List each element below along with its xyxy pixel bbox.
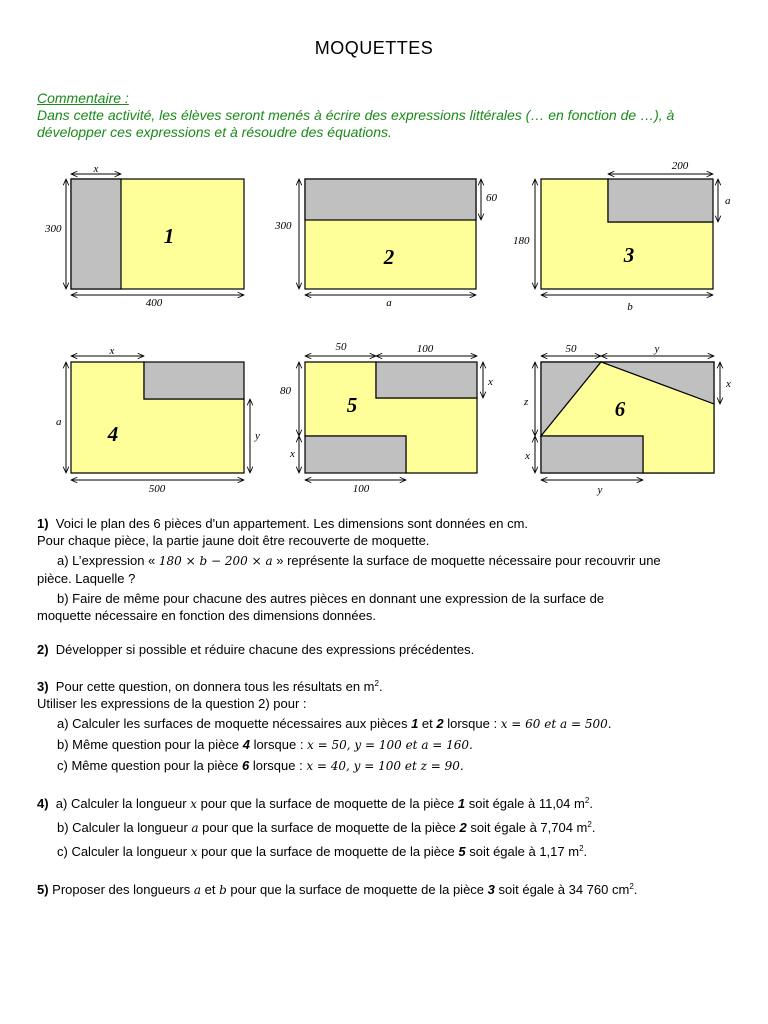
- q1-b-line2: moquette nécessaire en fonction des dimensions données.: [37, 608, 376, 623]
- r1-top-label: x: [93, 163, 99, 175]
- q3-a: a) Calculer les surfaces de moquette nécessaires aux pièces 1 et 2 lorsque : x = 60 et a = 500.: [57, 716, 612, 731]
- r6-bottom-label: y: [597, 484, 603, 496]
- comment-heading: Commentaire :: [37, 90, 129, 106]
- rooms-figure: [0, 0, 768, 510]
- r4-top-label: x: [109, 345, 115, 357]
- r6-top2-label: y: [654, 343, 660, 355]
- q5: 5) Proposer des longueurs a et b pour que la surface de moquette de la pièce 3 soit égale à 34 760 $cm^2$.: [37, 882, 638, 897]
- room-4: [66, 356, 250, 480]
- q4-a: 4) a) Calculer la longueur x pour que la surface de moquette de la pièce 1 soit égale à 11,04 $m^2$.: [37, 796, 593, 811]
- r4-right-label: y: [255, 430, 260, 442]
- room-3: [535, 174, 718, 295]
- room-3-number: 3: [623, 243, 635, 267]
- q3-b: b) Même question pour la pièce 4 lorsque : x = 50, y = 100 et a = 160.: [57, 737, 473, 752]
- q4-b: b) Calculer la longueur a pour que la surface de moquette de la pièce 2 soit égale à 7,704 $m^2$.: [57, 820, 596, 835]
- room-6-number: 6: [614, 397, 626, 421]
- room-1: [66, 174, 244, 295]
- r4-bottom-label: 500: [148, 483, 166, 495]
- r3-left-label: 180: [513, 235, 530, 247]
- questions: [37, 515, 737, 899]
- r3-top-label: 200: [671, 160, 689, 172]
- room-1-number: 1: [163, 224, 175, 248]
- room-4-number: 4: [107, 422, 119, 446]
- q3-line1: 3) Pour cette question, on donnera tous les résultats en $m^2$.: [37, 679, 383, 694]
- r6-left-top-label: z: [524, 396, 529, 408]
- r2-left-label: 300: [275, 220, 292, 232]
- r5-bottom-label: 100: [352, 483, 370, 495]
- r4-left-label: a: [56, 416, 62, 428]
- r3-right-label: a: [725, 195, 731, 207]
- room-6: [535, 356, 720, 480]
- q1-a: a) L’expression « 180 × b − 200 × a » représente la surface de moquette nécessaire pour recouvrir une: [57, 553, 661, 568]
- q3-line2: Utiliser les expressions de la question 2) pour :: [37, 696, 307, 711]
- q4-c: c) Calculer la longueur x pour que la surface de moquette de la pièce 5 soit égale à 1,17 $m^2$.: [57, 844, 588, 859]
- r6-right-label: x: [726, 378, 731, 390]
- r5-left-bottom-label: x: [290, 448, 295, 460]
- comment-body: Dans cette activité, les élèves seront menés à écrire des expressions littérales (… en fonction de …), à développer ces expressions et à résoudre des équations.: [37, 107, 675, 140]
- room-5-number: 5: [346, 393, 358, 417]
- q3-c: c) Même question pour la pièce 6 lorsque : x = 40, y = 100 et z = 90.: [57, 758, 464, 773]
- q1-line2: Pour chaque pièce, la partie jaune doit être recouverte de moquette.: [37, 533, 430, 548]
- r1-bottom-label: 400: [145, 297, 163, 309]
- r5-right-label: x: [488, 376, 493, 388]
- r3-bottom-label: b: [627, 301, 633, 313]
- r2-right-label: 60: [486, 192, 497, 204]
- q1-line1: 1) Voici le plan des 6 pièces d'un appartement. Les dimensions sont données en cm.: [37, 516, 529, 531]
- r5-top2-label: 100: [416, 343, 434, 355]
- r5-left-top-label: 80: [280, 385, 291, 397]
- room-2: [299, 179, 481, 295]
- q1-a-line2: pièce. Laquelle ?: [37, 571, 136, 586]
- q2: 2) Développer si possible et réduire chacune des expressions précédentes.: [37, 642, 475, 657]
- r6-top1-label: 50: [565, 343, 577, 355]
- r2-bottom-label: a: [386, 297, 392, 309]
- r5-top1-label: 50: [335, 341, 347, 353]
- room-5: [299, 356, 483, 480]
- r1-left-label: 300: [45, 223, 62, 235]
- q1-b-line1: b) Faire de même pour chacune des autres pièces en donnant une expression de la surface de: [57, 591, 605, 606]
- page-title: MOQUETTES: [314, 38, 434, 58]
- room-2-number: 2: [383, 245, 395, 269]
- r6-left-bottom-label: x: [525, 450, 530, 462]
